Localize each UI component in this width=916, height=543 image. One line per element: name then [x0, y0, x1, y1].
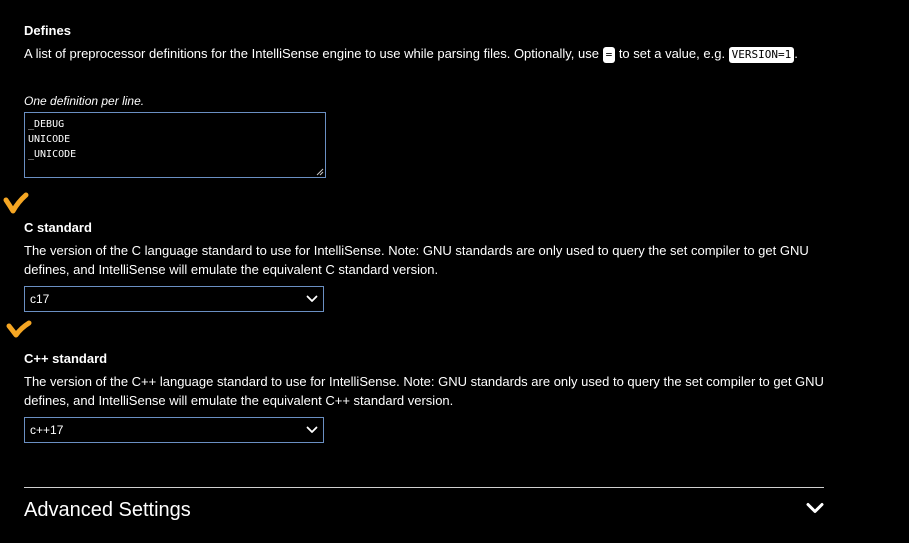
c-standard-select[interactable] [24, 286, 324, 312]
advanced-settings-header[interactable]: Advanced Settings [24, 499, 191, 521]
define-line: UNICODE [28, 134, 71, 145]
chevron-down-icon[interactable] [806, 502, 824, 514]
defines-textarea[interactable] [24, 112, 326, 178]
checkmark-annotation-icon [6, 320, 32, 340]
cpp-standard-value: c++17 [30, 423, 64, 437]
example-code: VERSION=1 [729, 47, 795, 63]
define-line: _UNICODE [28, 149, 77, 160]
chevron-down-icon [306, 426, 318, 434]
c-standard-description: The version of the C language standard to use for IntelliSense. Note: GNU standards are only used to query the set compiler to get GNU defines, and IntelliSense will emulate the equivalent C standard version. [24, 243, 809, 277]
defines-hint: One definition per line. [24, 94, 145, 108]
defines-description: A list of preprocessor definitions for the IntelliSense engine to use while parsing files. Optionally, use = to set a value, e.g. VERSION=1 . [24, 46, 798, 61]
cpp-standard-title: C++ standard [24, 351, 108, 366]
define-line: _DEBUG [28, 119, 65, 130]
cpp-standard-select[interactable] [24, 417, 324, 443]
checkmark-annotation-icon [2, 190, 30, 218]
chevron-down-icon [306, 295, 318, 303]
window-edge [909, 0, 916, 543]
section-divider [24, 487, 824, 488]
c-standard-value: c17 [30, 292, 50, 306]
equals-code: = [603, 47, 616, 63]
defines-title: Defines [24, 23, 71, 38]
cpp-standard-description: The version of the C++ language standard to use for IntelliSense. Note: GNU standards are only used to query the set compiler to get GNU defines, and IntelliSense will emulate the equivalent C++ standard version. [24, 374, 824, 408]
c-standard-title: C standard [24, 220, 92, 235]
resize-grip-icon[interactable] [316, 168, 324, 176]
